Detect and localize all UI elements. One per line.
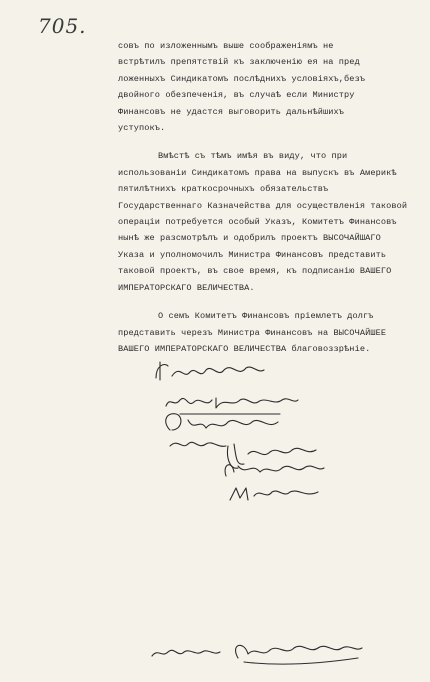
page-number: 705.	[38, 14, 87, 38]
signature-6	[218, 458, 328, 480]
text-line: двойного обезпеченія, въ случаѣ если Министру	[118, 90, 355, 101]
paragraph-syndicate-decree: Вмѣстѣ съ тѣмъ имѣя въ виду, что при использованіи Синдикатомъ права на выпускъ въ Америкѣ пятилѣтнихъ краткосрочныхъ обязательствъ Государственнаго Казначейства для осуществленія таковой операціи потребуется особый Указъ, Комитетъ Финансовъ нынѣ же разсмотрѣлъ и одобрилъ проектъ ВЫСОЧАЙШАГО Указа и уполномочилъ Министра Финансовъ представить таковой проектъ, въ свое время, къ подписанію ВАШЕГО ИМПЕРАТОРСКАГО ВЕЛИЧЕСТВА.	[118, 151, 408, 293]
text-line: совъ по изложеннымъ выше соображеніямъ не	[118, 41, 334, 51]
text-line: ложенныхъ Синдикатомъ послѣднихъ условіяхъ,безъ	[118, 73, 366, 84]
signature-1	[150, 356, 270, 388]
signature-3	[160, 408, 290, 436]
text-line: Финансовъ не удастся выговорить дальнѣйшихъ	[118, 106, 345, 117]
paragraph-submission: О семъ Комитетъ Финансовъ пріемлетъ долгъ представить черезъ Министра Финансовъ на ВЫСОЧАЙШЕЕ ВАШЕГО ИМПЕРАТОРСКАГО ВЕЛИЧЕСТВА благовоззрѣніе.	[118, 311, 387, 354]
signature-7	[226, 484, 326, 504]
signature-4	[168, 436, 228, 452]
signature-8	[148, 636, 368, 672]
text-line: встрѣтилъ препятствій къ заключенію ея на пред	[118, 57, 360, 68]
text-line: уступокъ.	[118, 123, 166, 134]
